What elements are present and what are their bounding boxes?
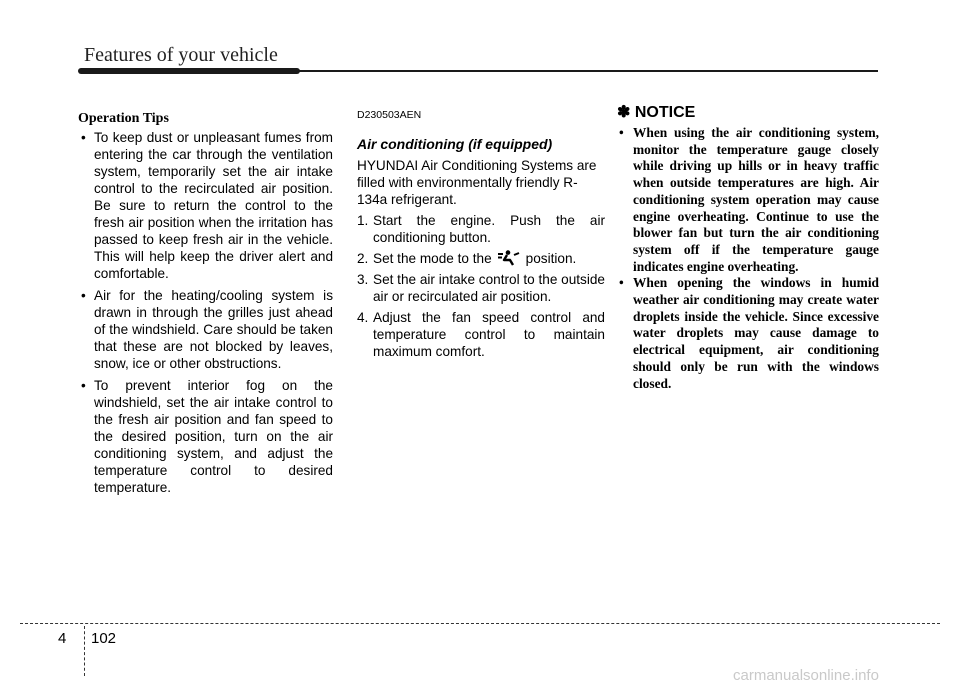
step-text-post: position. bbox=[525, 251, 577, 266]
list-item-text: When using the air conditioning system, monitor the temperature gauge closely while driving up hills or in heavy traffic when outside temperatures are high. Air conditioning system operation may cause engine overheating. Continue to use the blower fan but turn the air conditioning system off if the temperature gauge indicates engine overheating. bbox=[633, 125, 879, 274]
step-number: 1. bbox=[357, 213, 369, 228]
page-number: 102 bbox=[91, 630, 117, 647]
air-conditioning-heading: Air conditioning (if equipped) bbox=[357, 136, 553, 152]
list-item-text: When opening the windows in humid weather air conditioning may create water droplets inside the vehicle. Since excessive water droplets may cause damage to electrical equipment, air conditioning should only be run with the windows closed. bbox=[633, 275, 879, 391]
watermark: carmanualsonline.info bbox=[733, 667, 879, 684]
step-text: Set the air intake control to the outside air or recirculated air position. bbox=[373, 272, 605, 304]
notice-heading bbox=[617, 104, 879, 121]
notice-heading-text: NOTICE bbox=[634, 104, 696, 121]
footer-dashed-divider bbox=[84, 626, 85, 676]
header-bar bbox=[78, 68, 300, 74]
step-text: Adjust the fan speed control and temperature control to maintain maximum comfort. bbox=[373, 310, 605, 359]
bullet: • bbox=[619, 125, 624, 140]
list-item bbox=[78, 287, 333, 372]
face-vent-mode-icon bbox=[496, 250, 522, 266]
bullet: • bbox=[81, 378, 86, 393]
list-item bbox=[78, 377, 333, 496]
step-text-pre: Set the mode to the bbox=[373, 251, 492, 266]
header-rule bbox=[298, 70, 878, 72]
list-item-text: Air for the heating/cooling system is drawn in through the grilles just ahead of the windshield. Care should be taken that these are not blocked by leaves, snow, ice or other obstructions. bbox=[94, 288, 333, 371]
chapter-number: 4 bbox=[58, 630, 67, 647]
notice-list bbox=[617, 125, 879, 392]
list-item-text: To prevent interior fog on the windshield, set the air intake control to the fresh air position and fan speed to the desired position, turn on the air conditioning system, and adjust the temperature control to desired temperature. bbox=[94, 378, 333, 495]
notice-star-icon: ✽ bbox=[617, 104, 631, 121]
column-air-conditioning bbox=[357, 110, 605, 364]
step-item bbox=[357, 212, 605, 246]
operation-tips-list bbox=[78, 129, 333, 496]
step-number: 4. bbox=[357, 310, 369, 325]
step-number: 2. bbox=[357, 251, 369, 266]
steps-list bbox=[357, 212, 605, 360]
step-text: Start the engine. Push the air conditioning button. bbox=[373, 213, 605, 245]
step-number: 3. bbox=[357, 272, 369, 287]
column-operation-tips bbox=[78, 110, 333, 501]
bullet: • bbox=[81, 288, 86, 303]
section-code: D230503AEN bbox=[357, 109, 422, 121]
footer-dashed-rule bbox=[20, 623, 940, 624]
step-item bbox=[357, 271, 605, 305]
list-item bbox=[617, 125, 879, 275]
bullet: • bbox=[81, 130, 86, 145]
page-header-title: Features of your vehicle bbox=[84, 44, 278, 66]
step-item bbox=[357, 309, 605, 360]
column-notice bbox=[617, 104, 879, 392]
list-item bbox=[78, 129, 333, 282]
intro-paragraph: HYUNDAI Air Conditioning Systems are filled with environmentally friendly R-134a refrigerant. bbox=[357, 158, 597, 207]
list-item bbox=[617, 275, 879, 392]
step-item bbox=[357, 250, 605, 267]
bullet: • bbox=[619, 275, 624, 291]
list-item-text: To keep dust or unpleasant fumes from entering the car through the ventilation system, temporarily set the air intake control to the recirculated air position. Be sure to return the control to the fresh air position when the irritation has passed to keep fresh air in the vehicle. This will help keep the driver alert and comfortable. bbox=[94, 130, 333, 281]
operation-tips-heading: Operation Tips bbox=[78, 111, 169, 126]
